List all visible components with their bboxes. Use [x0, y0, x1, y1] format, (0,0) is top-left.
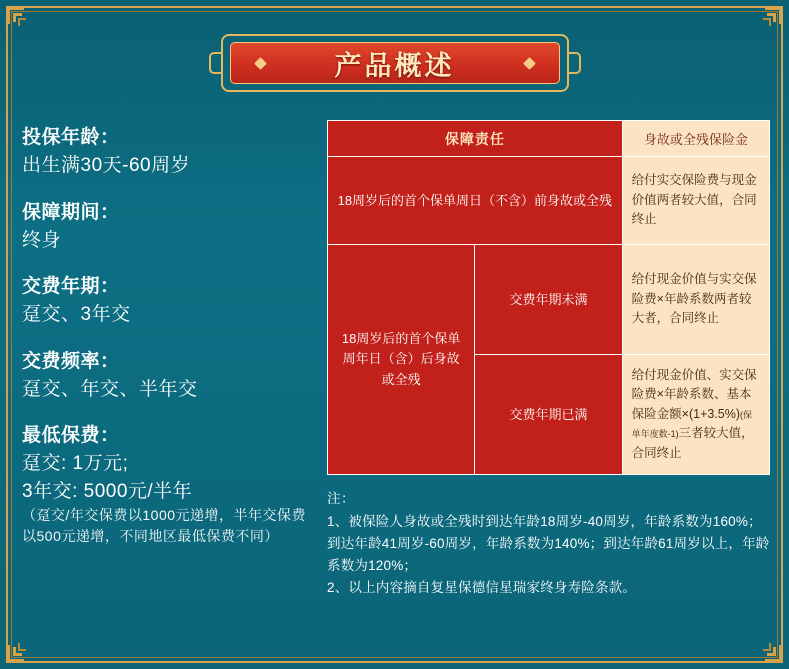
benefit-superscript: (保单年度数-1) [631, 409, 753, 440]
banner-tab-right-icon [569, 52, 581, 74]
corner-ornament-icon [751, 4, 785, 38]
fact-label: 保障期间： [22, 201, 120, 223]
banner-tab-left-icon [209, 52, 221, 74]
fact-item-issue-age [22, 122, 314, 180]
row2-benefit-term-unfinished: 给付现金价值与实交保险费×年龄系数两者较大者，合同终止 [622, 245, 769, 355]
notes-item: 1、被保险人身故或全残时到达年龄18周岁-40周岁，年龄系数为160%；到达年龄41周岁-60周岁，年龄系数为140%；到达年龄61周岁以上，年龄系数为120%； [327, 514, 770, 573]
fact-item-payment-frequency [22, 346, 314, 404]
row1-benefit: 给付实交保险费与现金价值两者较大值，合同终止 [622, 157, 769, 245]
fact-note: （趸交/年交保费以1000元递增，半年交保费以500元递增，不同地区最低保费不同） [22, 507, 307, 545]
fact-value-extra: 3年交: 5000元/半年 [22, 480, 193, 502]
banner-plate [230, 42, 560, 84]
benefit-table [327, 120, 770, 475]
table-header-benefit: 身故或全残保险金 [622, 121, 769, 157]
page-title-banner [221, 34, 569, 92]
row2-condition: 18周岁后的首个保单周年日（含）后身故或全残 [328, 245, 475, 475]
fact-label: 最低保费： [22, 425, 120, 447]
corner-ornament-icon [4, 631, 38, 665]
notes-item: 2、以上内容摘自复星保德信星瑞家终身寿险条款。 [327, 579, 637, 595]
row2-sub-term-unfinished: 交费年期未满 [475, 245, 622, 355]
notes-title: 注： [327, 491, 355, 506]
fact-item-coverage-period [22, 197, 314, 255]
notes-section [327, 487, 773, 598]
fact-label: 交费年期： [22, 276, 120, 298]
fact-item-payment-term [22, 271, 314, 329]
benefit-text-b: 三者较大值，合同终止 [631, 426, 754, 460]
table-header-row [328, 121, 770, 157]
fact-value: 趸交: 1万元; [22, 453, 129, 475]
fact-label: 投保年龄： [22, 127, 120, 148]
banner-diamond-right-icon [523, 57, 536, 70]
fact-value: 出生满30天-60周岁 [22, 155, 191, 176]
corner-ornament-icon [4, 4, 38, 38]
row1-condition: 18周岁后的首个保单周日（不含）前身故或全残 [328, 157, 623, 245]
corner-ornament-icon [751, 631, 785, 665]
fact-item-minimum-premium [22, 420, 314, 547]
row2-sub-term-finished: 交费年期已满 [475, 355, 622, 475]
row2-benefit-term-finished [622, 355, 769, 475]
table-row [328, 157, 770, 245]
page-title: 产品概述 [334, 50, 455, 81]
fact-label: 交费频率： [22, 350, 120, 372]
product-facts-list [22, 122, 314, 564]
benefit-text-a: 给付现金价值、实交保险费×年龄系数、基本保险金额×(1+3.5%) [631, 368, 757, 421]
fact-value: 趸交、年交、半年交 [22, 378, 198, 400]
fact-value: 趸交、3年交 [22, 304, 131, 326]
benefit-table-container [327, 120, 770, 475]
banner-diamond-left-icon [254, 57, 267, 70]
table-row [328, 245, 770, 355]
table-header-responsibility: 保障责任 [328, 121, 623, 157]
fact-value: 终身 [22, 229, 62, 251]
